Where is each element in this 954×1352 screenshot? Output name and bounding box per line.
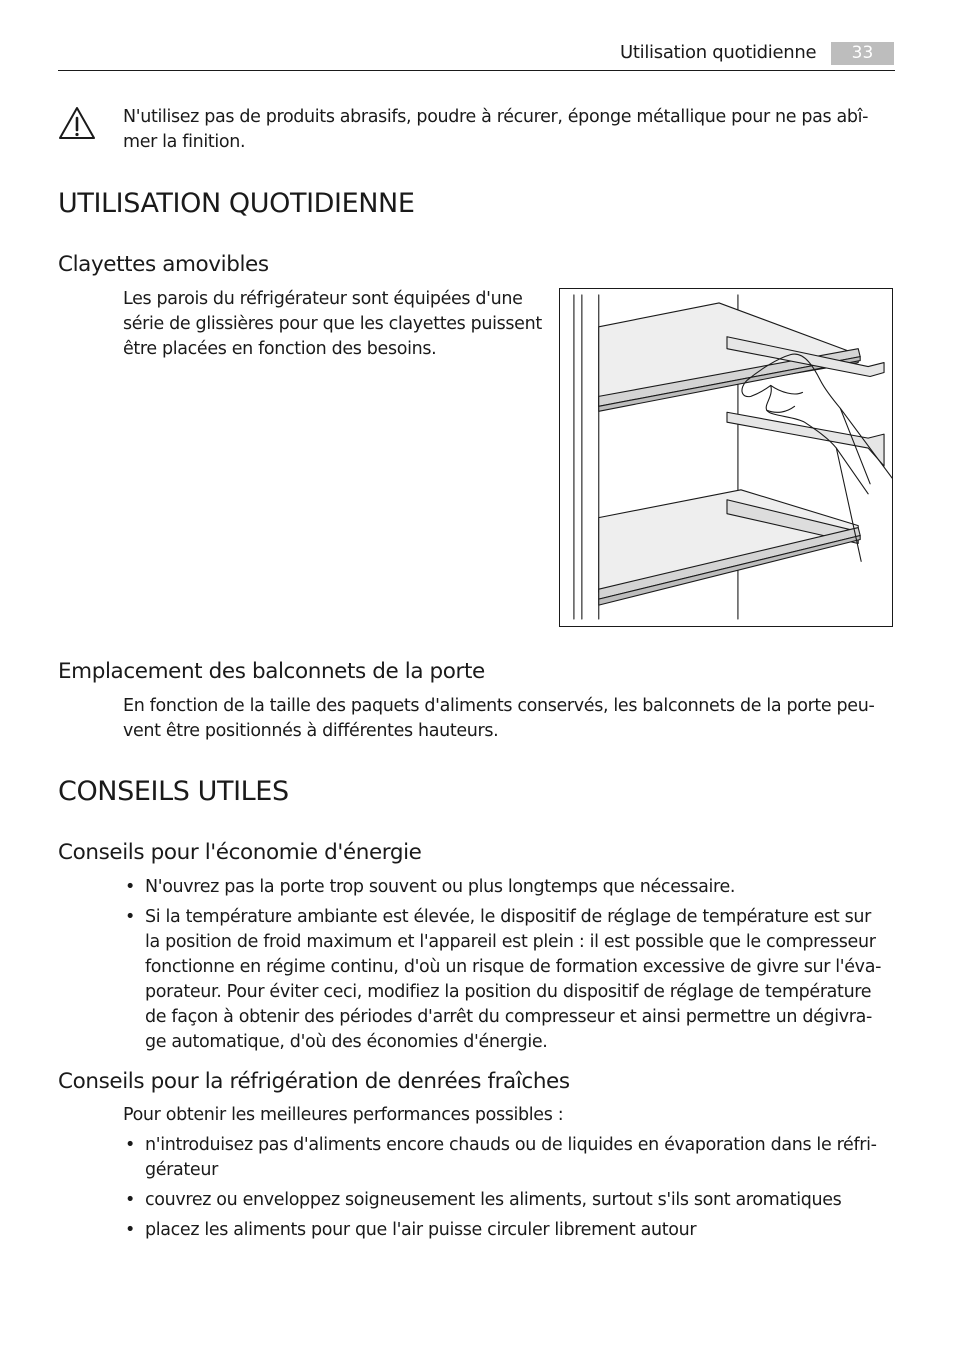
text-line: de façon à obtenir des périodes d'arrêt du compresseur et ainsi permettre un dégivra- <box>145 1007 872 1027</box>
text-line: ge automatique, d'où des économies d'énergie. <box>145 1032 548 1052</box>
warning-line: N'utilisez pas de produits abrasifs, poudre à récurer, éponge métallique pour ne pas abî- <box>123 107 869 127</box>
list-item <box>123 1218 898 1243</box>
text-line: • n'introduisez pas d'aliments encore chauds ou de liquides en évaporation dans le réfri- <box>145 1135 877 1155</box>
list-item <box>123 875 898 900</box>
text-line: série de glissières pour que les clayettes puissent <box>123 314 542 334</box>
text-line: gérateur <box>145 1160 218 1180</box>
text-line: fonctionne en régime continu, d'où un risque de formation excessive de givre sur l'éva- <box>145 957 882 977</box>
text-line: porateur. Pour éviter ceci, modifiez la position du dispositif de réglage de température <box>145 982 872 1002</box>
text-line: vent être positionnés à différentes hauteurs. <box>123 721 499 741</box>
list-item <box>123 1188 898 1213</box>
subsection-title: Conseils pour l'économie d'énergie <box>58 840 422 865</box>
text-line: Les parois du réfrigérateur sont équipées d'une <box>123 289 523 309</box>
list-item <box>123 905 898 1055</box>
page-number: 33 <box>831 42 894 65</box>
text-line: En fonction de la taille des paquets d'aliments conservés, les balconnets de la porte peu- <box>123 696 875 716</box>
text-line: • N'ouvrez pas la porte trop souvent ou plus longtemps que nécessaire. <box>145 877 736 897</box>
intro-line: Pour obtenir les meilleures performances possibles : <box>123 1105 564 1125</box>
subsection-title: Emplacement des balconnets de la porte <box>58 659 485 684</box>
subsection-text <box>123 287 553 362</box>
running-header-title: Utilisation quotidienne <box>620 42 817 63</box>
section-title: CONSEILS UTILES <box>58 776 289 807</box>
warning-text <box>123 105 898 155</box>
subsection-text <box>123 694 898 744</box>
warning-line: mer la finition. <box>123 132 246 152</box>
subsection-title: Conseils pour la réfrigération de denrées fraîches <box>58 1069 570 1094</box>
text-line: • couvrez ou enveloppez soigneusement les aliments, surtout s'ils sont aromatiques <box>145 1190 842 1210</box>
warning-triangle-icon <box>58 106 96 140</box>
list-item <box>123 1133 898 1183</box>
text-line: la position de froid maximum et l'appareil est plein : il est possible que le compresseur <box>145 932 876 952</box>
shelf-illustration <box>559 288 893 627</box>
bullet-list <box>123 875 898 1060</box>
subsection-text <box>123 1103 898 1248</box>
text-line: • placez les aliments pour que l'air puisse circuler librement autour <box>145 1220 697 1240</box>
text-line: être placées en fonction des besoins. <box>123 339 437 359</box>
text-line: • Si la température ambiante est élevée, le dispositif de réglage de température est sur <box>145 907 871 927</box>
section-title: UTILISATION QUOTIDIENNE <box>58 188 415 219</box>
subsection-title: Clayettes amovibles <box>58 252 269 277</box>
header-rule <box>58 70 895 71</box>
